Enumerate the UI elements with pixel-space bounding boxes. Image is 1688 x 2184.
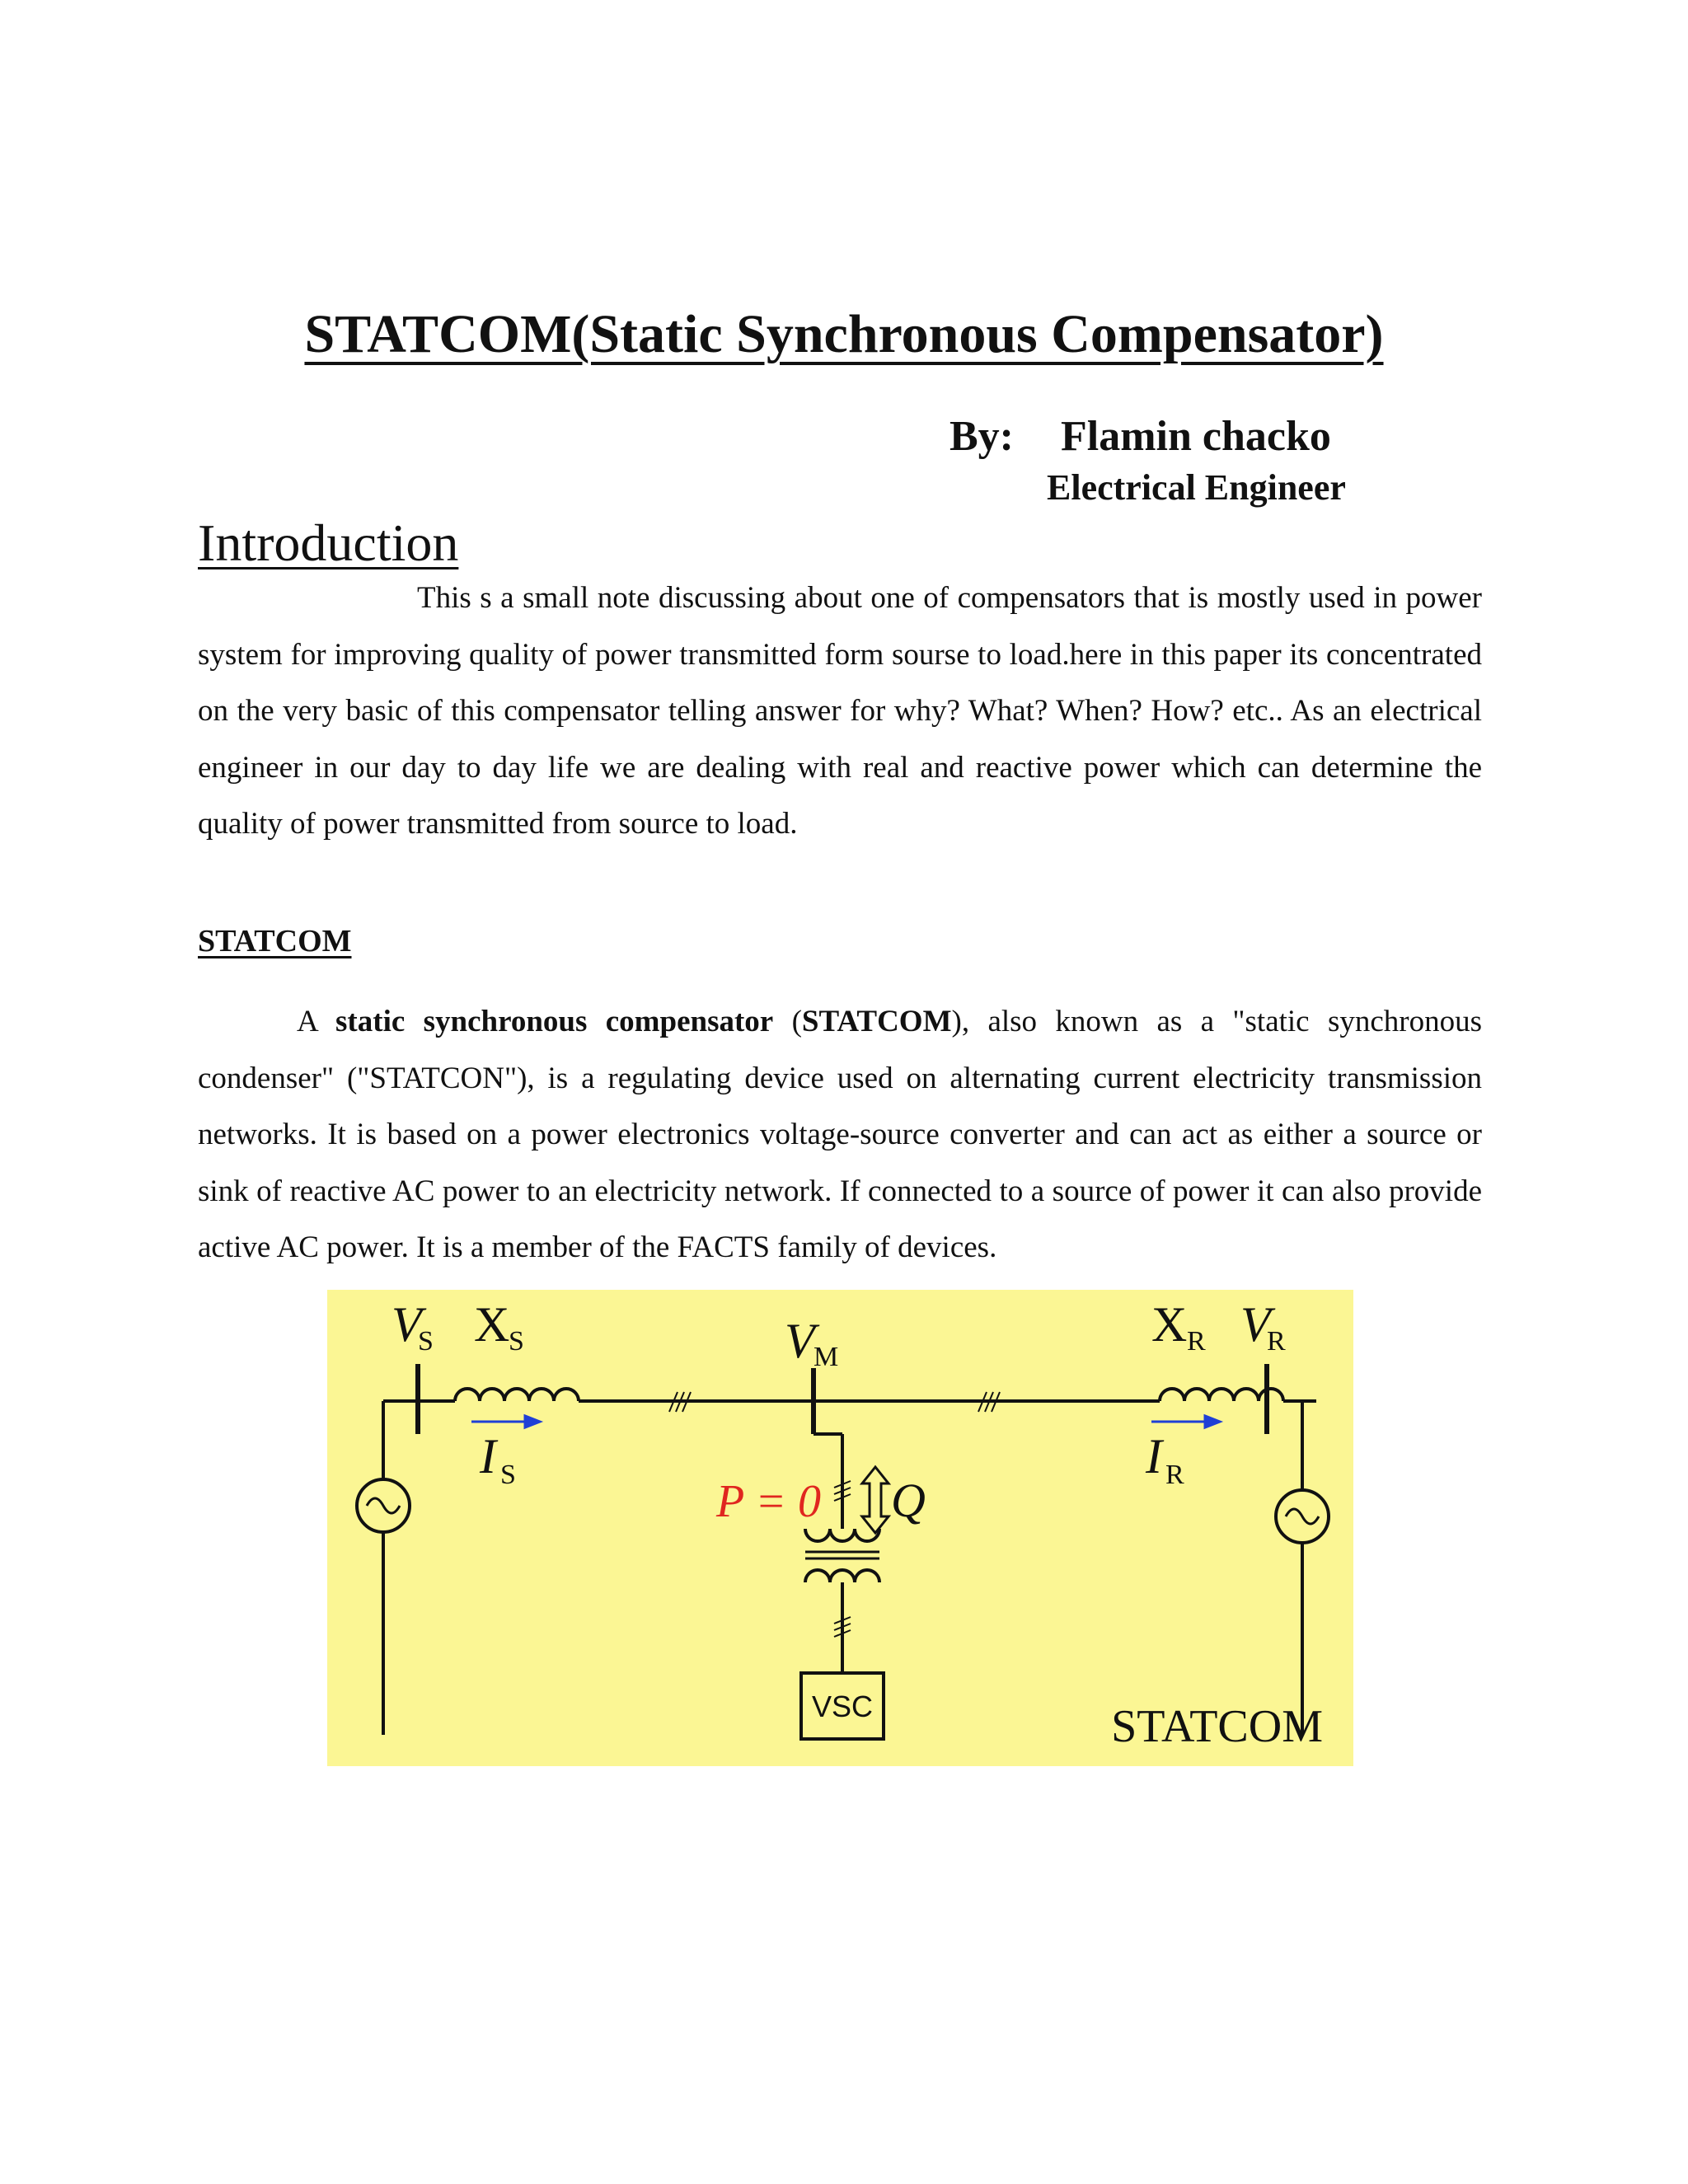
label-is-sub: S: [500, 1460, 516, 1490]
paragraph-text: (: [773, 1005, 802, 1038]
author-role: Electrical Engineer: [1047, 467, 1346, 508]
transformer-secondary: [805, 1570, 879, 1582]
statcom-heading: STATCOM: [198, 924, 352, 958]
label-vs-sub: S: [418, 1326, 434, 1357]
bold-term: STATCOM: [801, 1005, 952, 1038]
statcom-paragraph: [198, 994, 1482, 1277]
arrow-head: [1205, 1416, 1220, 1427]
bold-term: static synchronous compensator: [335, 1005, 774, 1038]
arrow-head: [525, 1416, 540, 1427]
label-p-zero: P = 0: [716, 1476, 821, 1527]
label-xs-sub: S: [509, 1326, 524, 1357]
label-ir-sub: R: [1165, 1460, 1184, 1490]
q-arrow-icon: [862, 1467, 889, 1533]
introduction-heading: Introduction: [198, 513, 459, 572]
label-xs: X: [474, 1297, 510, 1352]
label-is: I: [480, 1429, 496, 1483]
label-q: Q: [891, 1474, 926, 1527]
byline-label: By:: [950, 413, 1014, 460]
figure-caption: STATCOM: [1111, 1701, 1323, 1752]
introduction-paragraph: This s a small note discussing about one of compensators that is mostly used in power system for improving quality of power transmitted form sourse to load.here in this paper its concentrated on the very basic of this compensator telling answer for why? What? When? How? etc.. As an electrical engineer in our day to day life we are dealing with real and reactive power which can determine the quality of power transmitted from source to load.: [198, 581, 1482, 841]
paragraph-text: ), also known as a "static synchronous condenser" ("STATCON"), is a regulating device used on alternating current electricity transmission networks. It is based on a power electronics voltage-source converter and can act as either a source or sink of reactive AC power to an electricity network. If connected to a source of power it can also provide active AC power. It is a member of the FACTS family of devices.: [198, 1005, 1482, 1264]
paragraph-text: A: [297, 1005, 336, 1038]
label-vm-sub: M: [814, 1342, 839, 1372]
label-vsc: VSC: [811, 1690, 874, 1723]
label-xr: X: [1151, 1297, 1188, 1352]
label-vr-sub: R: [1267, 1326, 1286, 1357]
label-vr: V: [1240, 1297, 1271, 1352]
author-name: Flamin chacko: [1061, 413, 1331, 460]
label-xr-sub: R: [1187, 1326, 1206, 1357]
label-vm: V: [785, 1314, 815, 1368]
inductor-xs: [455, 1389, 579, 1401]
transformer-primary: [805, 1529, 879, 1541]
statcom-circuit-diagram: [327, 1290, 1353, 1766]
label-vs: V: [392, 1297, 422, 1352]
label-ir: I: [1146, 1429, 1162, 1483]
page-title: STATCOM(Static Synchronous Compensator): [304, 304, 1384, 364]
